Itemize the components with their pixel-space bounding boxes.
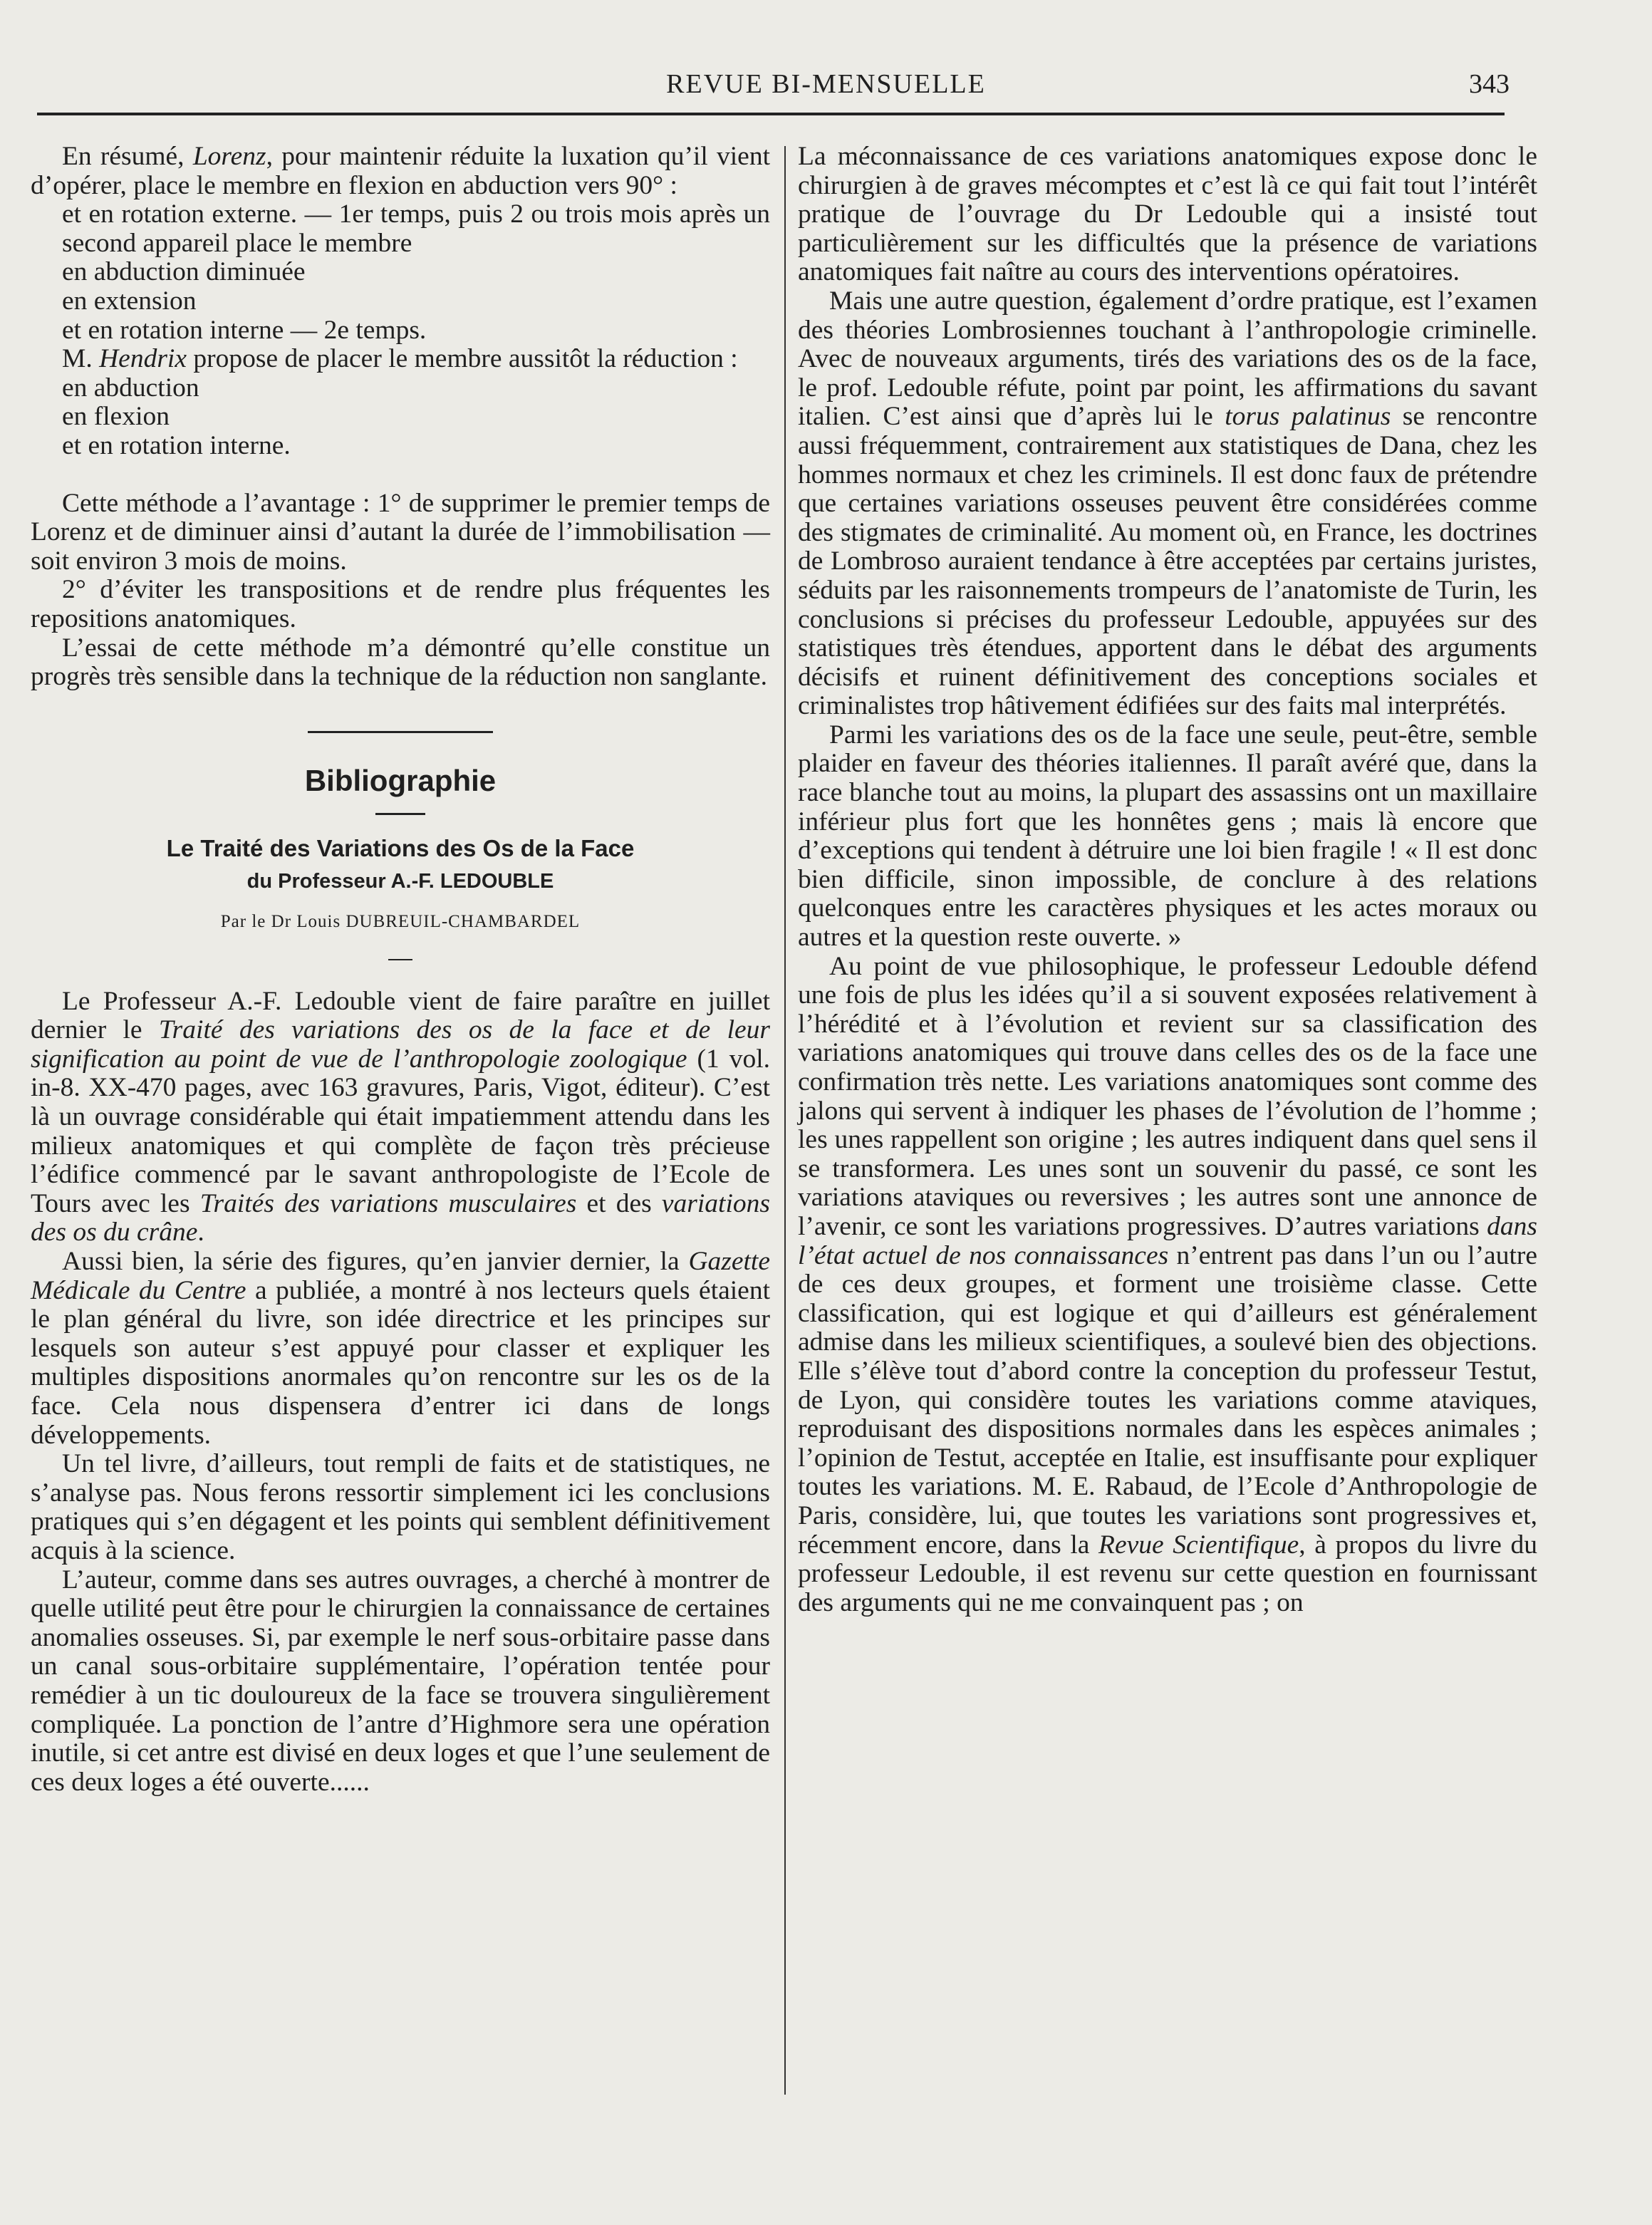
paragraph: Un tel livre, d’ailleurs, tout rempli de faits et de statistiques, ne s’analyse pas. Nous ferons ressortir simplement ici les conclusions pratiques qui s’en dégagent et les points qui semblent définitivement acquis à la science. xyxy=(31,1449,770,1565)
list-line: en abduction xyxy=(62,373,199,403)
paragraph-hendrix: M. Hendrix propose de placer le membre aussitôt la réduction : xyxy=(62,344,738,374)
paragraph: La méconnaissance de ces variations anatomiques expose donc le chirurgien à de graves mécomptes et c’est là ce qui fait tout l’intérêt pratique de l’ouvrage du Dr Ledouble qui a insisté tout particulièrement sur les difficultés que la présence de variations anatomiques fait naître au cours des interventions opératoires. xyxy=(798,142,1537,287)
article-title: Le Traité des Variations des Os de la Face xyxy=(166,834,635,861)
byline-rule xyxy=(388,959,412,960)
list-line: en extension xyxy=(62,286,197,316)
column-divider xyxy=(784,146,786,2095)
paragraph: Mais une autre question, également d’ordre pratique, est l’examen des théories Lombrosiennes touchant à l’anthropologie criminelle. Avec de nouveaux arguments, tirés des variations des os de la face, le prof. Ledouble réfute, point par point, les affirmations du savant italien. C’est ainsi que d’après lui le torus palatinus se rencontre aussi fréquemment, contrairement aux statistiques de Dana, chez les hommes normaux et chez les criminels. Il est donc faux de prétendre que certaines variations osseuses peuvent être considérées comme des stigmates de criminalité. Au moment où, en France, les doctrines de Lombroso auraient tendance à être acceptées par certains juristes, séduits par les raisonnements trompeurs de l’anatomiste de Turin, les conclusions si précises du professeur Ledouble, appuyées sur des statistiques très étendues, apportent dans le débat des arguments décisifs et ruinent définitivement des conceptions sociales et criminalistes trop hâtivement édifiées sur des faits mal interprétés. xyxy=(798,286,1537,721)
paragraph: 2° d’éviter les transpositions et de rendre plus fréquentes les repositions anatomiques. xyxy=(31,575,770,633)
list-line: et en rotation interne — 2e temps. xyxy=(62,315,427,345)
running-title: REVUE BI-MENSUELLE xyxy=(666,69,986,99)
page-number: 343 xyxy=(1469,69,1510,99)
paragraph: Au point de vue philosophique, le professeur Ledouble défend une fois de plus les idées qu’il a si souvent exposées relativement à l’hérédité et à l’évolution et revient sur sa classification des variations anatomiques qui trouve dans celles des os de la face une confirmation très nette. Les variations anatomiques sont comme des jalons qui servent à indiquer les phases de l’évolution de l’homme ; les unes rappellent son origine ; les autres indiquent dans quel sens il se transformera. Les unes sont un souvenir du passé, ce sont les variations ataviques ou reversives ; les autres sont une annonce de l’avenir, ce sont les variations progressives. D’autres variations dans l’état actuel de nos connaissances n’entrent pas dans l’un ou l’autre de ces deux groupes, et forment une troisième classe. Cette classification, qui est logique et qui d’ailleurs est généralement admise dans les milieux scientifiques, a soulevé bien des objections. Elle s’élève tout d’abord contre la conception du professeur Testut, de Lyon, qui considère toutes les variations comme ataviques, reproduisant des dispositions normales dans les espèces animales ; l’opinion de Testut, acceptée en Italie, est insuffisante pour expliquer toutes les variations. M. E. Rabaud, de l’Ecole d’Anthropologie de Paris, considère, lui, que toutes les variations sont progressives et, récemment encore, dans la Revue Scientifique, à propos du livre du professeur Ledouble, il est revenu sur cette question en fournissant des arguments qui ne me convainquent pas ; on xyxy=(798,951,1538,1617)
article-subtitle: du Professeur A.-F. LEDOUBLE xyxy=(246,869,554,893)
section-rule xyxy=(308,731,493,733)
left-column xyxy=(31,142,770,1797)
paragraph: Cette méthode a l’avantage : 1° de supprimer le premier temps de Lorenz et de diminuer ainsi d’autant la durée de l’immobilisation — soit environ 3 mois de moins. xyxy=(31,488,770,576)
running-head xyxy=(0,66,1652,108)
paragraph: L’auteur, comme dans ses autres ouvrages, a cherché à montrer de quelle utilité peut être pour le chirurgien la connaissance de certaines anomalies osseuses. Si, par exemple le nerf sous-orbitaire passe dans un canal sous-orbitaire supplémentaire, l’opération tentée pour remédier à un tic douloureux de la face se trouvera singulièrement compliquée. La ponction de l’antre d’Highmore sera une opération inutile, si cet antre est divisé en deux loges et que l’une seulement de ces deux loges a été ouverte...... xyxy=(31,1565,770,1797)
list-line: et en rotation interne. xyxy=(62,430,291,460)
byline: Par le Dr Louis DUBREUIL-CHAMBARDEL xyxy=(220,911,581,931)
header-rule xyxy=(37,113,1505,115)
paragraph-lorenz: En résumé, Lorenz, pour maintenir réduite la luxation qu’il vient d’opérer, place le membre en flexion en abduction vers 90° : xyxy=(31,142,770,200)
paragraph: Parmi les variations des os de la face une seule, peut-être, semble plaider en faveur des théories italiennes. Il paraît avéré que, dans la race blanche tout au moins, la plupart des assassins ont un maxillaire inférieur plus fort que les honnêtes gens ; mais là encore que d’exceptions qui tendent à détruire une loi bien fragile ! « Il est donc bien difficile, sinon impossible, de conclure à des relations quelconques entre les caractères physiques et les actes moraux ou autres et la question reste ouverte. » xyxy=(798,720,1537,953)
list-line: en abduction diminuée xyxy=(62,257,306,287)
section-underline xyxy=(375,813,425,815)
paragraph: Aussi bien, la série des figures, qu’en janvier dernier, la Gazette Médicale du Centre a publiée, a montré à nos lecteurs quels étaient le plan général du livre, son idée directrice et les principes sur lesquels son auteur s’est appuyé pour classer et expliquer les multiples dispositions anormales qu’on rencontre sur les os de la face. Cela nous dispensera d’entrer ici dans de longs développements. xyxy=(31,1247,770,1450)
section-title: Bibliographie xyxy=(304,763,497,797)
paragraph: Le Professeur A.-F. Ledouble vient de faire paraître en juillet dernier le Traité des variations des os de la face et de leur signification au point de vue de l’anthropologie zoologique (1 vol. in-8. XX-470 pages, avec 163 gravures, Paris, Vigot, éditeur). C’est là un ouvrage considérable qui était impatiemment attendu dans les milieux anatomiques et qui complète de façon très précieuse l’édifice commencé par le savant anthropologiste de l’Ecole de Tours avec les Traités des variations musculaires et des variations des os du crâne. xyxy=(31,986,770,1248)
right-column xyxy=(798,142,1537,1617)
paragraph: L’essai de cette méthode m’a démontré qu’elle constitue un progrès très sensible dans la technique de la réduction non sanglante. xyxy=(31,633,770,692)
list-line: et en rotation externe. — 1er temps, puis 2 ou trois mois après un second appareil place le membre xyxy=(62,199,770,258)
list-line: en flexion xyxy=(62,402,170,432)
